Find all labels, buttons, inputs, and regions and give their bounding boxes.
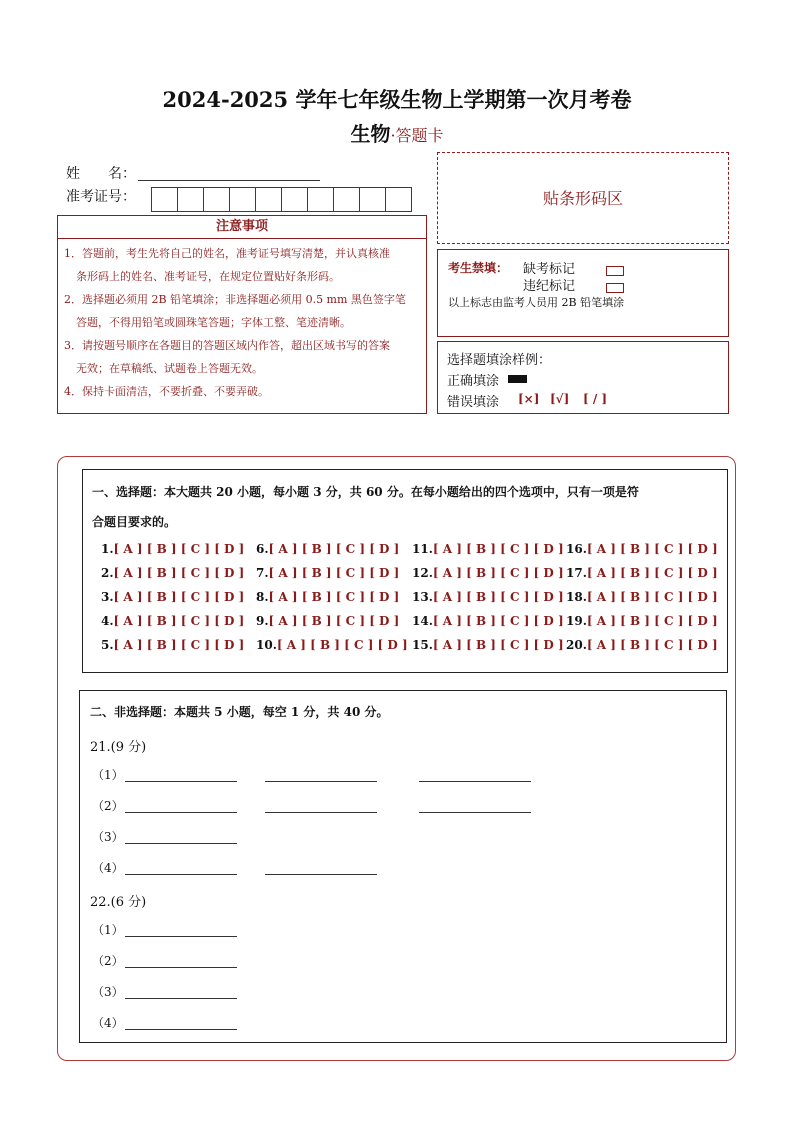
ticket-digit-box[interactable] (359, 187, 386, 212)
answer-blank[interactable] (125, 843, 237, 844)
mc-question[interactable] (101, 542, 244, 556)
mc-options[interactable]: [ A ] [ B ] [ C ] [ D ] (432, 638, 564, 652)
mc-question[interactable] (412, 614, 564, 628)
mc-options[interactable]: [ A ] [ B ] [ C ] [ D ] (113, 590, 245, 604)
mc-question-number: 6. (256, 542, 269, 556)
fill-example-box (437, 341, 729, 414)
card-label: ·答题卡 (390, 126, 444, 145)
violation-mark-box[interactable] (606, 283, 624, 293)
mc-options[interactable]: [ A ] [ B ] [ C ] [ D ] (432, 590, 564, 604)
mc-options[interactable]: [ A ] [ B ] [ C ] [ D ] (432, 614, 564, 628)
ticket-digit-box[interactable] (281, 187, 308, 212)
section2-title: 二、非选择题：本题共 5 小题，每空 1 分，共 40 分。 (90, 705, 389, 719)
ticket-digit-box[interactable] (307, 187, 334, 212)
section2-box (79, 690, 727, 1043)
mc-question[interactable] (256, 638, 408, 652)
subject-label: 生物 (350, 122, 391, 146)
notice-heading: 注意事项 (58, 216, 426, 239)
mc-options[interactable]: [ A ] [ B ] [ C ] [ D ] (586, 566, 718, 580)
mc-question-number: 2. (101, 566, 114, 580)
mc-question-number: 14. (412, 614, 433, 628)
mc-options[interactable]: [ A ] [ B ] [ C ] [ D ] (113, 638, 245, 652)
mc-question-number: 16. (566, 542, 587, 556)
notice-item: 4．保持卡面清洁，不要折叠、不要弄破。 (64, 385, 269, 398)
violation-mark-label: 违纪标记 (523, 279, 576, 294)
answer-blank[interactable] (125, 936, 237, 937)
absent-mark-box[interactable] (606, 266, 624, 276)
mc-options[interactable]: [ A ] [ B ] [ C ] [ D ] (268, 566, 400, 580)
mc-options[interactable]: [ A ] [ B ] [ C ] [ D ] (276, 638, 408, 652)
answer-blank[interactable] (125, 1029, 237, 1030)
sub-question-label: （4） (92, 1016, 124, 1030)
exam-marks-note: 以上标志由监考人员用 2B 铅笔填涂 (448, 296, 625, 309)
mc-options[interactable]: [ A ] [ B ] [ C ] [ D ] (113, 542, 245, 556)
mc-question-number: 1. (101, 542, 114, 556)
exam-marks-label: 考生禁填： (448, 261, 509, 275)
notice-item: 2．选择题必须用 2B 铅笔填涂；非选择题必须用 0.5 mm 黑色签字笔 答题，不得用铅笔或圆珠笔答题；字体工整、笔迹清晰。 (64, 293, 406, 329)
correct-fill-sample (508, 375, 527, 383)
mc-options[interactable]: [ A ] [ B ] [ C ] [ D ] (432, 542, 564, 556)
notice-item: 3．请按题号顺序在各题目的答题区域内作答，超出区域书写的答案 无效；在草稿纸、试题卷上答题无效。 (64, 339, 390, 375)
sub-question-label: （1） (92, 923, 124, 937)
mc-question-number: 4. (101, 614, 114, 628)
barcode-label: 贴条形码区 (542, 189, 623, 208)
mc-question-number: 10. (256, 638, 277, 652)
ticket-number-boxes[interactable] (152, 187, 412, 212)
answer-blank[interactable] (265, 812, 377, 813)
mc-options[interactable]: [ A ] [ B ] [ C ] [ D ] (586, 590, 718, 604)
notice-list (58, 239, 426, 403)
page-subtitle (0, 118, 794, 147)
wrong-fill-sample-3: [ / ] (583, 392, 608, 406)
mc-question-number: 8. (256, 590, 269, 604)
sub-question-label: （3） (92, 830, 124, 844)
absent-mark-label: 缺考标记 (523, 262, 576, 277)
section1-box (82, 469, 728, 673)
mc-options[interactable]: [ A ] [ B ] [ C ] [ D ] (268, 590, 400, 604)
q22-label: 22.(6 分) (90, 895, 147, 910)
ticket-digit-box[interactable] (385, 187, 412, 212)
mc-question[interactable] (412, 566, 564, 580)
sub-question-label: （2） (92, 954, 124, 968)
mc-question[interactable] (412, 542, 564, 556)
exam-marks-box (437, 249, 729, 337)
mc-question[interactable] (101, 590, 244, 604)
fill-example-title: 选择题填涂样例： (447, 353, 552, 368)
mc-options[interactable]: [ A ] [ B ] [ C ] [ D ] (268, 614, 400, 628)
mc-options[interactable]: [ A ] [ B ] [ C ] [ D ] (113, 614, 245, 628)
answer-blank[interactable] (125, 998, 237, 999)
mc-question[interactable] (101, 566, 244, 580)
answer-blank[interactable] (125, 967, 237, 968)
mc-question-number: 15. (412, 638, 433, 652)
answer-blank[interactable] (125, 781, 237, 782)
ticket-digit-box[interactable] (255, 187, 282, 212)
answer-blank[interactable] (125, 812, 237, 813)
mc-question[interactable] (101, 638, 244, 652)
mc-question-number: 12. (412, 566, 433, 580)
mc-question-number: 11. (412, 542, 433, 556)
mc-question-number: 20. (566, 638, 587, 652)
ticket-label: 准考证号： (66, 189, 136, 205)
answer-blank[interactable] (265, 781, 377, 782)
name-field[interactable] (138, 180, 320, 181)
mc-question-number: 19. (566, 614, 587, 628)
sub-question-label: （3） (92, 985, 124, 999)
mc-question[interactable] (412, 638, 564, 652)
mc-question[interactable] (566, 614, 718, 628)
mc-question[interactable] (566, 590, 718, 604)
sub-question-label: （2） (92, 799, 124, 813)
mc-question[interactable] (256, 566, 399, 580)
wrong-fill-label: 错误填涂 (447, 395, 500, 410)
name-label: 姓 名： (66, 166, 136, 182)
q21-label: 21.(9 分) (90, 740, 147, 755)
mc-question[interactable] (101, 614, 244, 628)
mc-question-number: 7. (256, 566, 269, 580)
mc-options[interactable]: [ A ] [ B ] [ C ] [ D ] (432, 566, 564, 580)
mc-options[interactable]: [ A ] [ B ] [ C ] [ D ] (113, 566, 245, 580)
mc-question-number: 13. (412, 590, 433, 604)
page-title: 2024-2025 学年七年级生物上学期第一次月考卷 (162, 87, 632, 112)
mc-question[interactable] (256, 590, 399, 604)
ticket-digit-box[interactable] (177, 187, 204, 212)
mc-question[interactable] (566, 542, 718, 556)
ticket-digit-box[interactable] (229, 187, 256, 212)
wrong-fill-sample-2: [√] (550, 392, 570, 406)
sub-question-label: （1） (92, 768, 124, 782)
mc-question-number: 17. (566, 566, 587, 580)
mc-question[interactable] (566, 638, 718, 652)
answer-blank[interactable] (419, 781, 531, 782)
mc-question[interactable] (412, 590, 564, 604)
answer-blank[interactable] (265, 874, 377, 875)
ticket-digit-box[interactable] (203, 187, 230, 212)
section1-title: 一、选择题：本大题共 20 小题，每小题 3 分，共 60 分。在每小题给出的四个选项中，只有一项是符 (92, 485, 639, 499)
ticket-digit-box[interactable] (333, 187, 360, 212)
section1-title-cont: 合题目要求的。 (92, 515, 177, 529)
mc-question-number: 5. (101, 638, 114, 652)
mc-question[interactable] (566, 566, 718, 580)
sub-question-label: （4） (92, 861, 124, 875)
mc-question-number: 3. (101, 590, 114, 604)
ticket-digit-box[interactable] (151, 187, 178, 212)
mc-options[interactable]: [ A ] [ B ] [ C ] [ D ] (268, 542, 400, 556)
barcode-area (437, 152, 729, 244)
correct-fill-label: 正确填涂 (447, 374, 500, 389)
notice-item: 1．答题前，考生先将自己的姓名，准考证号填写清楚，并认真核准 条形码上的姓名、准考证号，在规定位置贴好条形码。 (64, 247, 390, 283)
mc-options[interactable]: [ A ] [ B ] [ C ] [ D ] (586, 614, 718, 628)
notice-box (57, 215, 427, 414)
mc-question-number: 18. (566, 590, 587, 604)
wrong-fill-sample-1: [×] (518, 392, 540, 406)
mc-options[interactable]: [ A ] [ B ] [ C ] [ D ] (586, 542, 718, 556)
answer-blank[interactable] (125, 874, 237, 875)
answer-blank[interactable] (419, 812, 531, 813)
mc-question[interactable] (256, 614, 399, 628)
mc-question-number: 9. (256, 614, 269, 628)
mc-question[interactable] (256, 542, 399, 556)
mc-options[interactable]: [ A ] [ B ] [ C ] [ D ] (586, 638, 718, 652)
